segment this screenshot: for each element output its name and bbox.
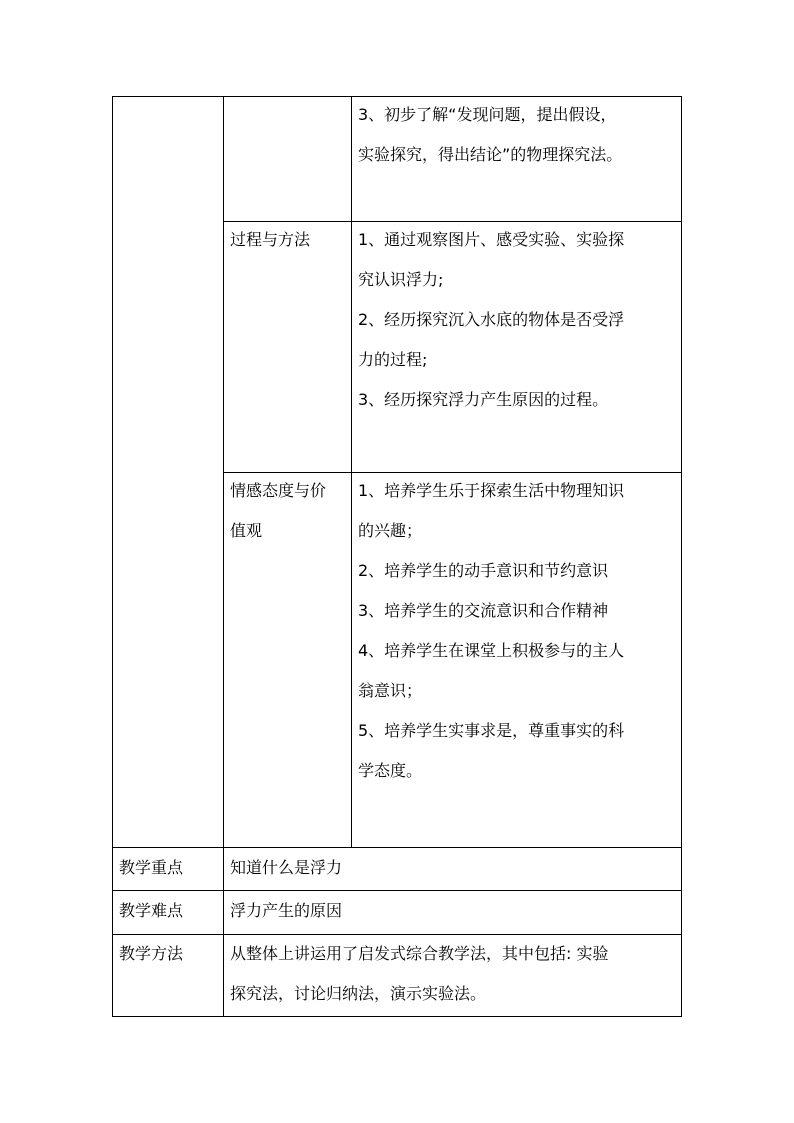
emotion-item-1-line-1: 1、培养学生乐于探索生活中物理知识 bbox=[358, 481, 625, 500]
method-value-cell bbox=[224, 935, 682, 1017]
difficulty-label-cell bbox=[113, 891, 224, 935]
method-value-line-1: 从整体上讲运用了启发式综合教学法，其中包括: 实验 bbox=[230, 944, 609, 963]
difficulty-value-cell bbox=[224, 891, 682, 935]
knowledge-item-3-line-2: 实验探究，得出结论”的物理探究法。 bbox=[358, 145, 623, 164]
method-label: 教学方法 bbox=[119, 944, 184, 963]
difficulty-label: 教学难点 bbox=[119, 901, 184, 920]
difficulty-value: 浮力产生的原因 bbox=[230, 901, 343, 920]
process-item-2-line-1: 2、经历探究沉入水底的物体是否受浮 bbox=[358, 310, 625, 329]
emotion-item-2-line-1: 2、培养学生的动手意识和节约意识 bbox=[358, 561, 609, 580]
emotion-item-5-line-1: 5、培养学生实事求是，尊重事实的科 bbox=[358, 721, 625, 740]
knowledge-item-3-line-1: 3、初步了解“发现问题，提出假设， bbox=[358, 105, 617, 124]
process-label: 过程与方法 bbox=[230, 230, 311, 249]
process-item-1-line-2: 究认识浮力; bbox=[358, 270, 444, 289]
emotion-label-line-1: 情感态度与价 bbox=[230, 481, 327, 500]
focus-value-cell bbox=[224, 848, 682, 891]
lesson-plan-table bbox=[112, 96, 682, 1017]
process-item-1-line-1: 1、通过观察图片、感受实验、实验探 bbox=[358, 230, 625, 249]
emotion-item-4-line-2: 翁意识； bbox=[358, 681, 423, 700]
difficulty-row bbox=[113, 891, 682, 935]
emotion-content-cell bbox=[352, 473, 682, 848]
emotion-item-3-line-1: 3、培养学生的交流意识和合作精神 bbox=[358, 601, 609, 620]
emotion-item-1-line-2: 的兴趣； bbox=[358, 521, 423, 540]
emotion-label-cell bbox=[224, 473, 352, 848]
method-value-line-2: 探究法，讨论归纳法，演示实验法。 bbox=[230, 984, 487, 1003]
emotion-label-line-2: 值观 bbox=[230, 521, 263, 540]
knowledge-objective-row bbox=[113, 97, 682, 222]
focus-value: 知道什么是浮力 bbox=[230, 858, 343, 877]
process-item-2-line-2: 力的过程; bbox=[358, 350, 428, 369]
objectives-category-cell bbox=[113, 97, 224, 848]
knowledge-label-cell bbox=[224, 97, 352, 222]
focus-label-cell bbox=[113, 848, 224, 891]
focus-row bbox=[113, 848, 682, 891]
method-row bbox=[113, 935, 682, 1017]
knowledge-content-cell bbox=[352, 97, 682, 222]
process-content-cell bbox=[352, 222, 682, 473]
emotion-item-5-line-2: 学态度。 bbox=[358, 761, 423, 780]
process-item-3-line-1: 3、经历探究浮力产生原因的过程。 bbox=[358, 390, 609, 409]
emotion-item-4-line-1: 4、培养学生在课堂上积极参与的主人 bbox=[358, 641, 625, 660]
focus-label: 教学重点 bbox=[119, 858, 184, 877]
method-label-cell bbox=[113, 935, 224, 1017]
process-label-cell bbox=[224, 222, 352, 473]
